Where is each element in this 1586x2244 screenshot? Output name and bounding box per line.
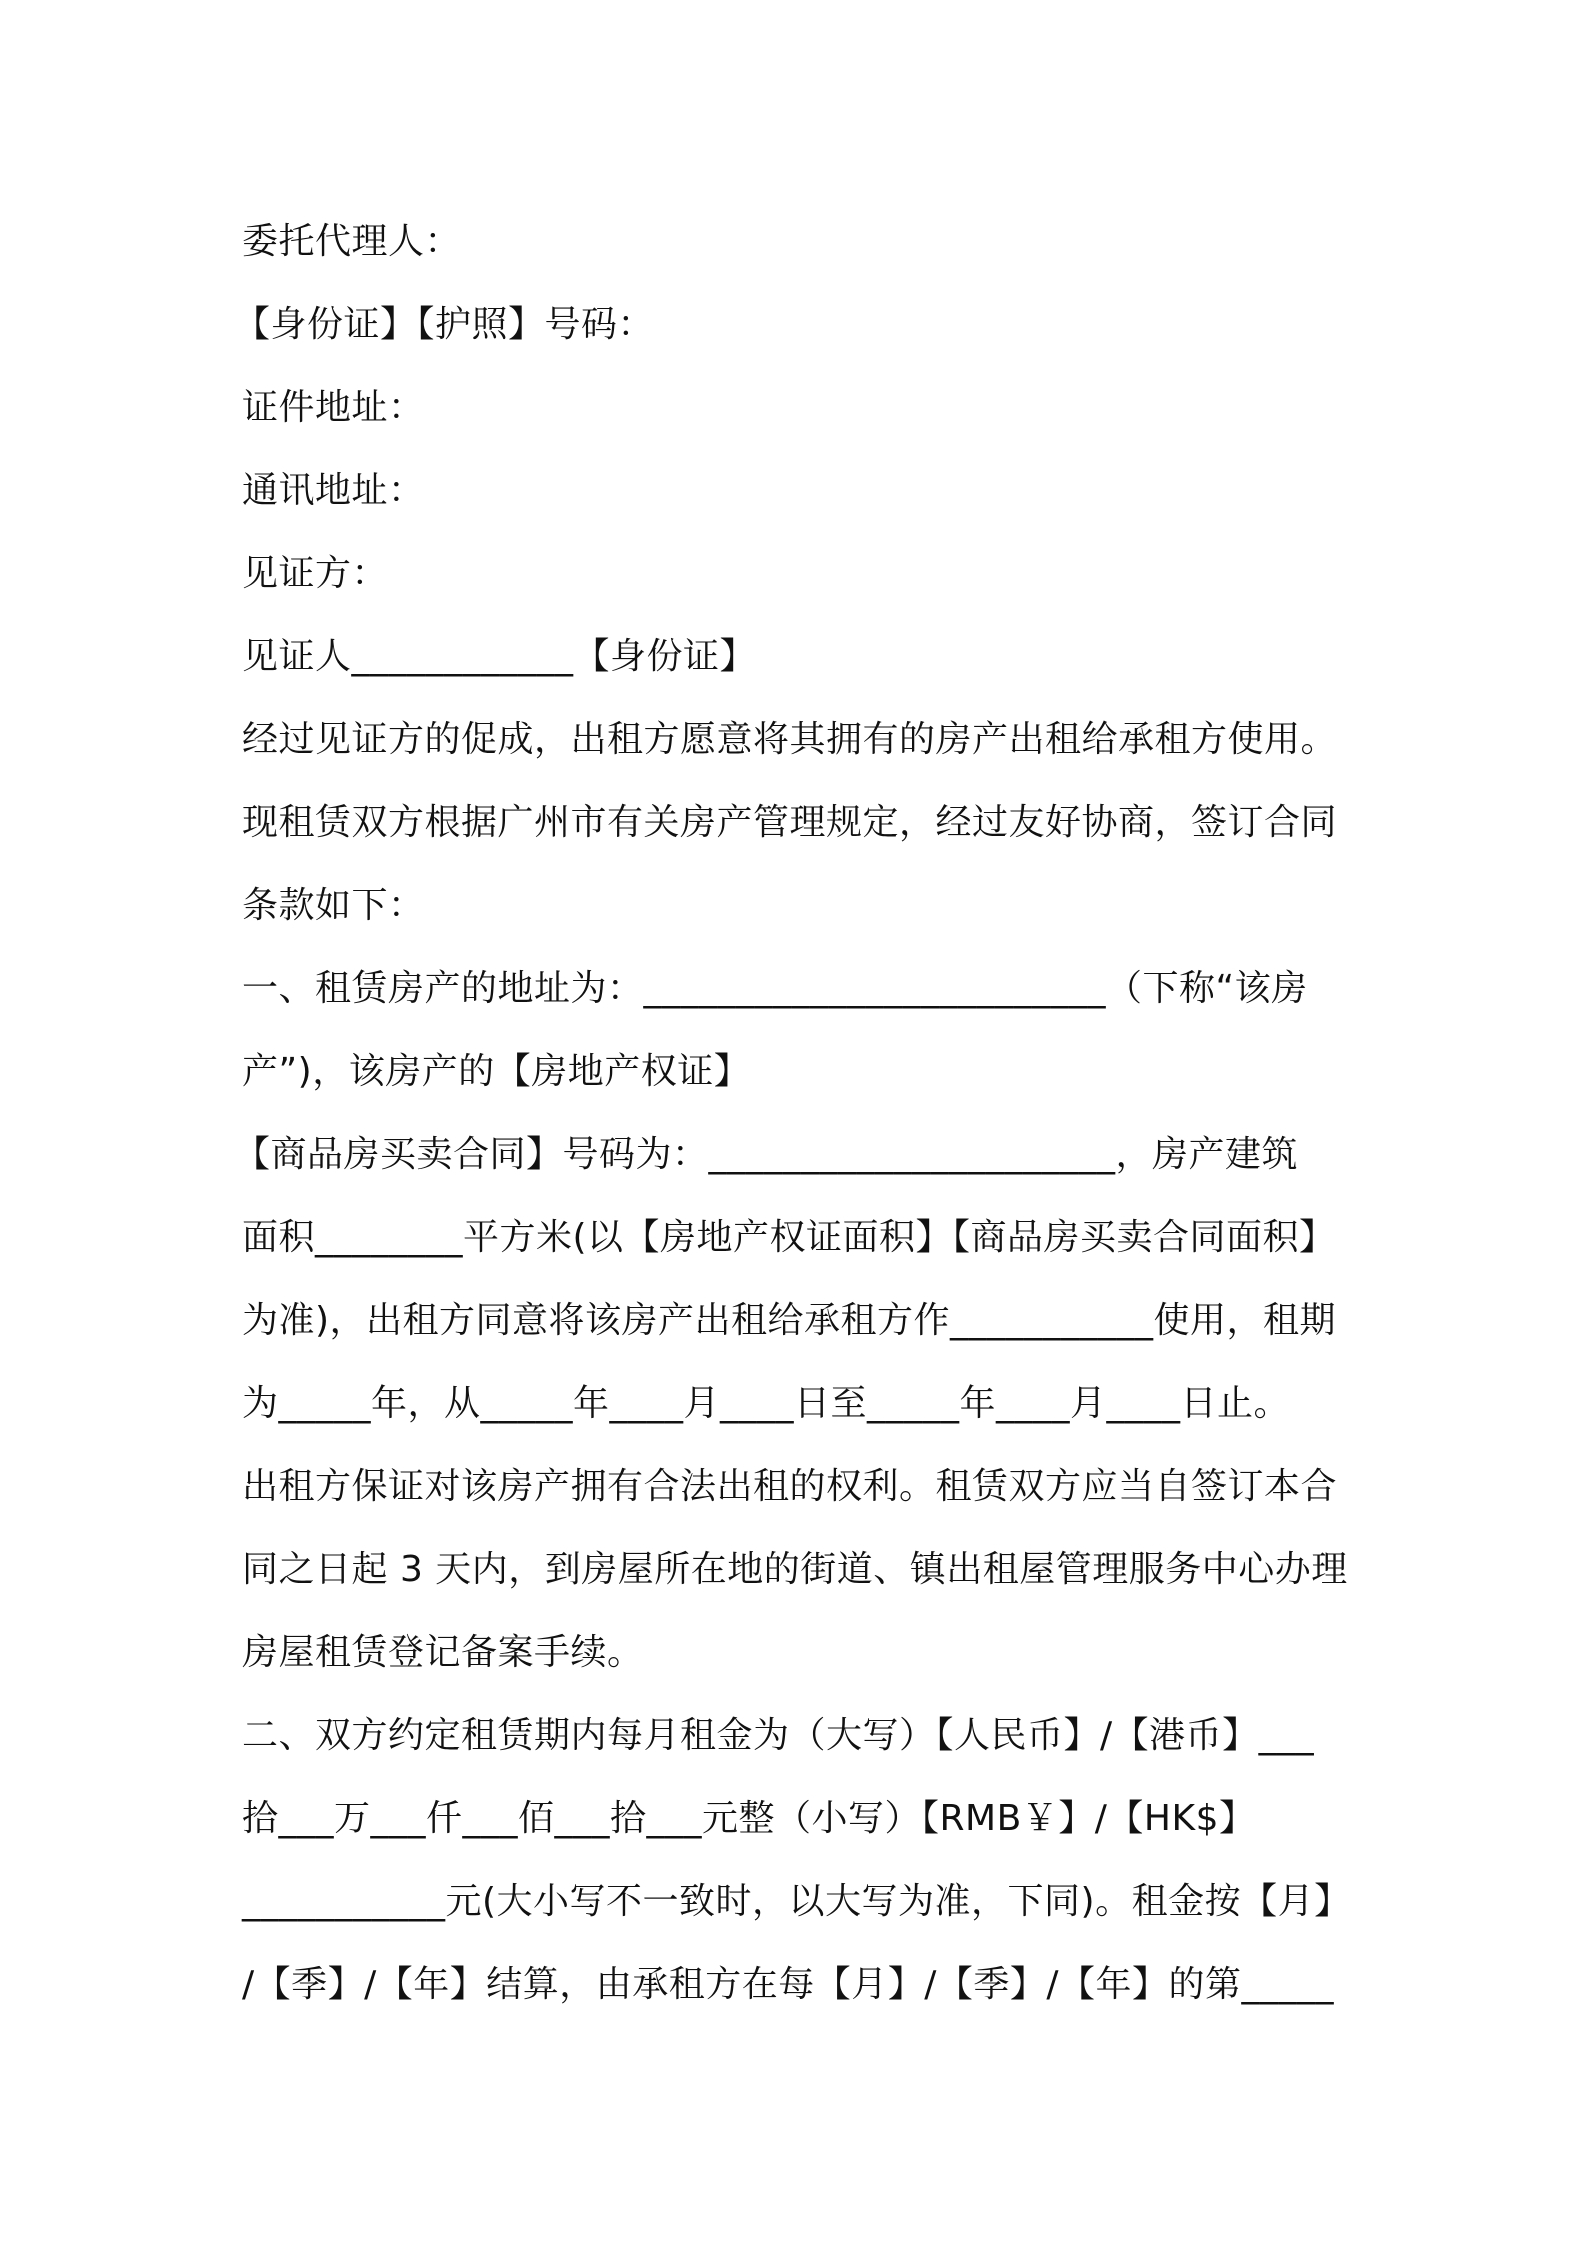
id-address-label: 证件地址：	[242, 387, 425, 428]
clause-1-line-3: 【商品房买卖合同】号码为：______________________，房产建筑	[234, 1134, 1299, 1175]
clause-intro-line-2: 现租赁双方根据广州市有关房产管理规定，经过友好协商，签订合同	[242, 802, 1338, 843]
clause-1-line-4: 面积________平方米(以【房地产权证面积】【商品房买卖合同面积】	[242, 1217, 1336, 1258]
clause-intro-line-1: 经过见证方的促成，出租方愿意将其拥有的房产出租给承租方使用。	[242, 719, 1338, 760]
clause-1-line-2: 产”)，该房产的【房地产权证】	[242, 1051, 751, 1092]
clause-1-line-7: 出租方保证对该房产拥有合法出租的权利。租赁双方应当自签订本合	[242, 1466, 1338, 1507]
mailing-address-label: 通讯地址：	[242, 470, 425, 511]
clause-2-line-3: ___________元(大小写不一致时，以大写为准，下同)。租金按【月】	[242, 1881, 1351, 1922]
clause-1-line-9: 房屋租赁登记备案手续。	[242, 1632, 644, 1673]
document-page	[234, 200, 1362, 2026]
witness-person-line: 见证人____________【身份证】	[242, 636, 757, 677]
clause-2-line-4: /【季】/【年】结算，由承租方在每【月】/【季】/【年】的第_____	[242, 1964, 1335, 2005]
clause-1-line-1: 一、租赁房产的地址为：_________________________（下称“该房	[242, 968, 1308, 1009]
clause-2-line-2: 拾___万___仟___佰___拾___元整（小写）【RMB￥】/【HK$】	[242, 1798, 1256, 1839]
id-passport-number-label: 【身份证】【护照】号码：	[234, 304, 655, 345]
clause-1-line-5: 为准)，出租方同意将该房产出租给承租方作___________使用，租期	[242, 1300, 1337, 1341]
agent-label: 委托代理人：	[242, 221, 462, 262]
clause-1-line-8: 同之日起 3 天内，到房屋所在地的街道、镇出租屋管理服务中心办理	[242, 1549, 1348, 1590]
clause-2-line-1: 二、双方约定租赁期内每月租金为（大写）【人民币】/【港币】___	[242, 1715, 1315, 1756]
clause-1-line-6: 为_____年，从_____年____月____日至_____年____月____日止。	[242, 1383, 1291, 1424]
clause-intro-line-3: 条款如下：	[242, 885, 425, 926]
witness-party-label: 见证方：	[242, 553, 389, 594]
